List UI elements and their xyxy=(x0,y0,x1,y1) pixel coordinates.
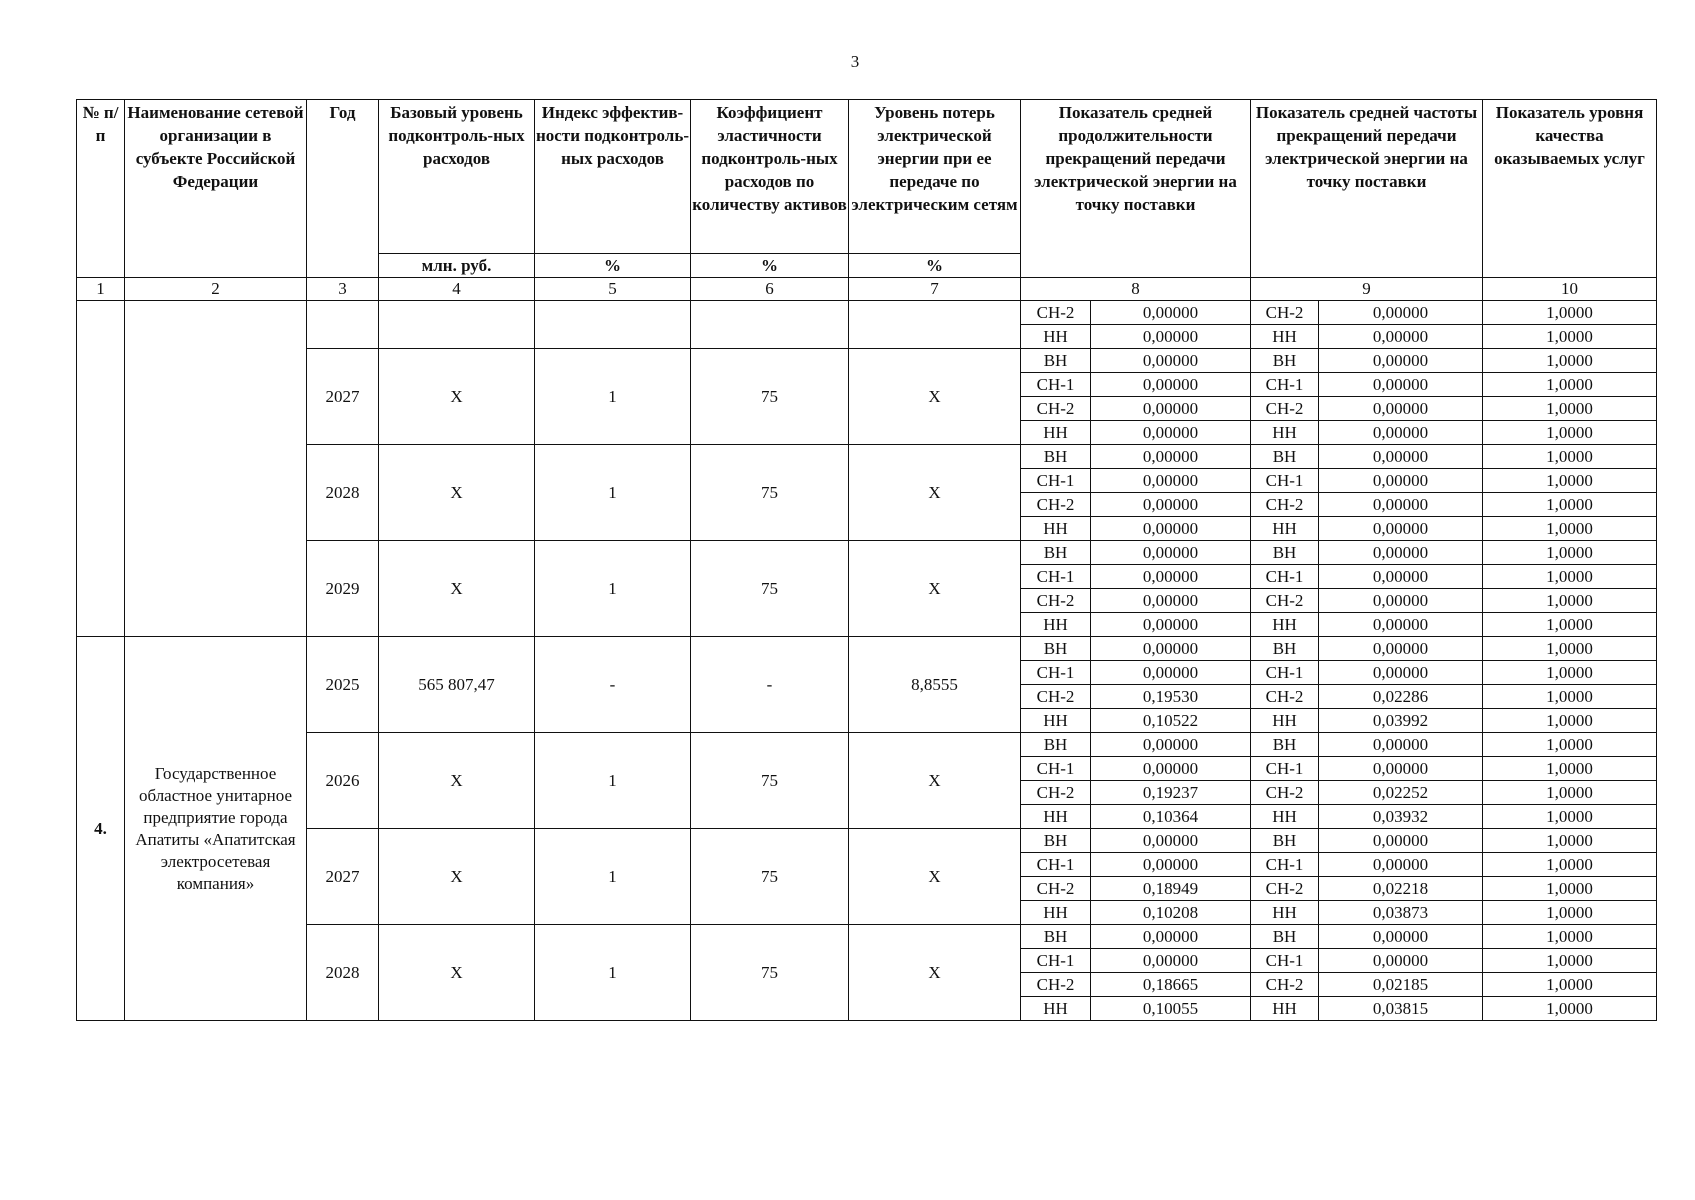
quality-value: 1,0000 xyxy=(1483,517,1657,541)
duration-value: 0,19237 xyxy=(1091,781,1251,805)
duration-value: 0,00000 xyxy=(1091,445,1251,469)
table-row xyxy=(77,349,1657,373)
base-level-cell: X xyxy=(379,829,535,925)
voltage-level-frequency: ВН xyxy=(1251,349,1319,373)
duration-value: 0,00000 xyxy=(1091,925,1251,949)
duration-value: 0,18665 xyxy=(1091,973,1251,997)
quality-value: 1,0000 xyxy=(1483,613,1657,637)
frequency-value: 0,03932 xyxy=(1319,805,1483,829)
voltage-level-frequency: НН xyxy=(1251,421,1319,445)
voltage-level-duration: СН-1 xyxy=(1021,661,1091,685)
tariff-indicators-table xyxy=(76,99,1657,1021)
quality-value: 1,0000 xyxy=(1483,925,1657,949)
frequency-value: 0,03992 xyxy=(1319,709,1483,733)
frequency-value: 0,00000 xyxy=(1319,541,1483,565)
header-num: № п/ п xyxy=(77,100,125,278)
duration-value: 0,00000 xyxy=(1091,589,1251,613)
frequency-value: 0,02286 xyxy=(1319,685,1483,709)
header-loss-level: Уровень потерь электрической энергии при ее передаче по электрическим сетям xyxy=(849,100,1021,254)
voltage-level-duration: СН-2 xyxy=(1021,493,1091,517)
voltage-level-frequency: ВН xyxy=(1251,733,1319,757)
duration-value: 0,00000 xyxy=(1091,325,1251,349)
unit-base-level: млн. руб. xyxy=(379,254,535,278)
frequency-value: 0,00000 xyxy=(1319,373,1483,397)
quality-value: 1,0000 xyxy=(1483,373,1657,397)
voltage-level-duration: НН xyxy=(1021,421,1091,445)
column-number: 4 xyxy=(379,278,535,301)
frequency-value: 0,00000 xyxy=(1319,949,1483,973)
voltage-level-frequency: ВН xyxy=(1251,541,1319,565)
voltage-level-duration: ВН xyxy=(1021,733,1091,757)
elasticity-coef-cell: 75 xyxy=(691,733,849,829)
voltage-level-duration: НН xyxy=(1021,901,1091,925)
voltage-level-frequency: ВН xyxy=(1251,445,1319,469)
voltage-level-frequency: НН xyxy=(1251,997,1319,1021)
quality-value: 1,0000 xyxy=(1483,325,1657,349)
voltage-level-frequency: СН-1 xyxy=(1251,373,1319,397)
voltage-level-duration: НН xyxy=(1021,997,1091,1021)
quality-value: 1,0000 xyxy=(1483,781,1657,805)
header-frequency-indicator: Показатель средней частоты прекращений передачи электрической энергии на точку поставки xyxy=(1251,100,1483,278)
header-elasticity-coef: Коэффициент эластичности подконтроль-ных расходов по количеству активов xyxy=(691,100,849,254)
elasticity-coef-cell: 75 xyxy=(691,925,849,1021)
base-level-cell: 565 807,47 xyxy=(379,637,535,733)
duration-value: 0,00000 xyxy=(1091,493,1251,517)
duration-value: 0,10055 xyxy=(1091,997,1251,1021)
voltage-level-frequency: НН xyxy=(1251,805,1319,829)
table-row xyxy=(77,301,1657,325)
efficiency-index-cell: 1 xyxy=(535,541,691,637)
voltage-level-frequency: СН-2 xyxy=(1251,589,1319,613)
quality-value: 1,0000 xyxy=(1483,997,1657,1021)
quality-value: 1,0000 xyxy=(1483,901,1657,925)
frequency-value: 0,00000 xyxy=(1319,589,1483,613)
frequency-value: 0,00000 xyxy=(1319,853,1483,877)
frequency-value: 0,00000 xyxy=(1319,661,1483,685)
duration-value: 0,00000 xyxy=(1091,301,1251,325)
voltage-level-duration: СН-2 xyxy=(1021,973,1091,997)
column-number-row xyxy=(77,278,1657,301)
voltage-level-duration: СН-2 xyxy=(1021,301,1091,325)
table-row xyxy=(77,733,1657,757)
quality-value: 1,0000 xyxy=(1483,709,1657,733)
frequency-value: 0,02252 xyxy=(1319,781,1483,805)
base-level-cell: X xyxy=(379,445,535,541)
frequency-value: 0,00000 xyxy=(1319,325,1483,349)
duration-value: 0,00000 xyxy=(1091,373,1251,397)
voltage-level-duration: СН-2 xyxy=(1021,397,1091,421)
voltage-level-frequency: НН xyxy=(1251,613,1319,637)
quality-value: 1,0000 xyxy=(1483,637,1657,661)
base-level-cell: X xyxy=(379,349,535,445)
quality-value: 1,0000 xyxy=(1483,469,1657,493)
quality-value: 1,0000 xyxy=(1483,949,1657,973)
table-row xyxy=(77,925,1657,949)
frequency-value: 0,02218 xyxy=(1319,877,1483,901)
frequency-value: 0,00000 xyxy=(1319,301,1483,325)
voltage-level-duration: ВН xyxy=(1021,445,1091,469)
header-quality-indicator: Показатель уровня качества оказываемых услуг xyxy=(1483,100,1657,278)
column-number: 10 xyxy=(1483,278,1657,301)
frequency-value: 0,00000 xyxy=(1319,613,1483,637)
voltage-level-duration: НН xyxy=(1021,805,1091,829)
efficiency-index-cell: - xyxy=(535,637,691,733)
header-efficiency-index: Индекс эффектив-ности подконтроль-ных расходов xyxy=(535,100,691,254)
unit-efficiency-index: % xyxy=(535,254,691,278)
page-number: 3 xyxy=(850,52,860,71)
quality-value: 1,0000 xyxy=(1483,685,1657,709)
voltage-level-duration: СН-1 xyxy=(1021,853,1091,877)
duration-value: 0,00000 xyxy=(1091,517,1251,541)
year-cell: 2028 xyxy=(307,445,379,541)
duration-value: 0,00000 xyxy=(1091,613,1251,637)
voltage-level-frequency: СН-1 xyxy=(1251,949,1319,973)
duration-value: 0,00000 xyxy=(1091,853,1251,877)
frequency-value: 0,00000 xyxy=(1319,397,1483,421)
frequency-value: 0,00000 xyxy=(1319,565,1483,589)
voltage-level-duration: СН-2 xyxy=(1021,877,1091,901)
column-number: 8 xyxy=(1021,278,1251,301)
frequency-value: 0,00000 xyxy=(1319,469,1483,493)
voltage-level-frequency: СН-2 xyxy=(1251,973,1319,997)
frequency-value: 0,02185 xyxy=(1319,973,1483,997)
duration-value: 0,18949 xyxy=(1091,877,1251,901)
loss-level-cell: X xyxy=(849,733,1021,829)
frequency-value: 0,03873 xyxy=(1319,901,1483,925)
quality-value: 1,0000 xyxy=(1483,589,1657,613)
elasticity-coef-cell: 75 xyxy=(691,445,849,541)
voltage-level-duration: ВН xyxy=(1021,637,1091,661)
quality-value: 1,0000 xyxy=(1483,445,1657,469)
voltage-level-duration: ВН xyxy=(1021,829,1091,853)
loss-empty xyxy=(849,301,1021,349)
org-name-empty xyxy=(125,301,307,637)
voltage-level-frequency: СН-2 xyxy=(1251,685,1319,709)
duration-value: 0,00000 xyxy=(1091,541,1251,565)
voltage-level-duration: СН-2 xyxy=(1021,685,1091,709)
table-row xyxy=(77,541,1657,565)
voltage-level-frequency: СН-1 xyxy=(1251,757,1319,781)
loss-level-cell: X xyxy=(849,541,1021,637)
voltage-level-duration: НН xyxy=(1021,517,1091,541)
loss-level-cell: X xyxy=(849,445,1021,541)
year-cell: 2029 xyxy=(307,541,379,637)
voltage-level-duration: НН xyxy=(1021,709,1091,733)
voltage-level-duration: СН-1 xyxy=(1021,373,1091,397)
header-year: Год xyxy=(307,100,379,278)
quality-value: 1,0000 xyxy=(1483,805,1657,829)
voltage-level-duration: НН xyxy=(1021,325,1091,349)
quality-value: 1,0000 xyxy=(1483,853,1657,877)
efficiency-index-cell: 1 xyxy=(535,925,691,1021)
base-level-cell: X xyxy=(379,925,535,1021)
duration-value: 0,00000 xyxy=(1091,397,1251,421)
column-number: 7 xyxy=(849,278,1021,301)
frequency-value: 0,00000 xyxy=(1319,829,1483,853)
frequency-value: 0,00000 xyxy=(1319,757,1483,781)
quality-value: 1,0000 xyxy=(1483,541,1657,565)
year-cell: 2025 xyxy=(307,637,379,733)
frequency-value: 0,03815 xyxy=(1319,997,1483,1021)
duration-value: 0,00000 xyxy=(1091,565,1251,589)
voltage-level-frequency: СН-2 xyxy=(1251,301,1319,325)
header-base-level: Базовый уровень подконтроль-ных расходов xyxy=(379,100,535,254)
voltage-level-duration: ВН xyxy=(1021,349,1091,373)
quality-value: 1,0000 xyxy=(1483,733,1657,757)
voltage-level-frequency: ВН xyxy=(1251,925,1319,949)
loss-level-cell: 8,8555 xyxy=(849,637,1021,733)
frequency-value: 0,00000 xyxy=(1319,421,1483,445)
quality-value: 1,0000 xyxy=(1483,397,1657,421)
voltage-level-frequency: СН-1 xyxy=(1251,469,1319,493)
duration-value: 0,00000 xyxy=(1091,661,1251,685)
base-empty xyxy=(379,301,535,349)
table-row xyxy=(77,829,1657,853)
header-duration-indicator: Показатель средней продолжительности прекращений передачи электрической энергии на точку поставки xyxy=(1021,100,1251,278)
frequency-value: 0,00000 xyxy=(1319,445,1483,469)
row-number: 4. xyxy=(77,637,125,1021)
year-cell: 2026 xyxy=(307,733,379,829)
voltage-level-duration: СН-1 xyxy=(1021,757,1091,781)
duration-value: 0,00000 xyxy=(1091,637,1251,661)
year-empty xyxy=(307,301,379,349)
duration-value: 0,00000 xyxy=(1091,421,1251,445)
duration-value: 0,00000 xyxy=(1091,757,1251,781)
quality-value: 1,0000 xyxy=(1483,973,1657,997)
voltage-level-duration: ВН xyxy=(1021,541,1091,565)
voltage-level-frequency: СН-2 xyxy=(1251,781,1319,805)
frequency-value: 0,00000 xyxy=(1319,349,1483,373)
quality-value: 1,0000 xyxy=(1483,565,1657,589)
year-cell: 2027 xyxy=(307,349,379,445)
duration-value: 0,00000 xyxy=(1091,469,1251,493)
voltage-level-duration: ВН xyxy=(1021,925,1091,949)
voltage-level-frequency: ВН xyxy=(1251,829,1319,853)
frequency-value: 0,00000 xyxy=(1319,493,1483,517)
unit-elasticity-coef: % xyxy=(691,254,849,278)
loss-level-cell: X xyxy=(849,829,1021,925)
duration-value: 0,00000 xyxy=(1091,829,1251,853)
elasticity-coef-cell: 75 xyxy=(691,349,849,445)
voltage-level-frequency: СН-1 xyxy=(1251,853,1319,877)
voltage-level-duration: НН xyxy=(1021,613,1091,637)
voltage-level-frequency: НН xyxy=(1251,901,1319,925)
row-number-empty xyxy=(77,301,125,637)
voltage-level-frequency: СН-2 xyxy=(1251,493,1319,517)
efficiency-index-cell: 1 xyxy=(535,829,691,925)
column-number: 5 xyxy=(535,278,691,301)
efficiency-index-cell: 1 xyxy=(535,349,691,445)
voltage-level-duration: СН-1 xyxy=(1021,469,1091,493)
elasticity-coef-cell: 75 xyxy=(691,541,849,637)
index-empty xyxy=(535,301,691,349)
quality-value: 1,0000 xyxy=(1483,829,1657,853)
coef-empty xyxy=(691,301,849,349)
base-level-cell: X xyxy=(379,541,535,637)
column-number: 2 xyxy=(125,278,307,301)
voltage-level-frequency: СН-2 xyxy=(1251,397,1319,421)
column-number: 3 xyxy=(307,278,379,301)
loss-level-cell: X xyxy=(849,925,1021,1021)
quality-value: 1,0000 xyxy=(1483,349,1657,373)
voltage-level-duration: СН-2 xyxy=(1021,781,1091,805)
elasticity-coef-cell: 75 xyxy=(691,829,849,925)
efficiency-index-cell: 1 xyxy=(535,445,691,541)
elasticity-coef-cell: - xyxy=(691,637,849,733)
quality-value: 1,0000 xyxy=(1483,421,1657,445)
table-row xyxy=(77,445,1657,469)
frequency-value: 0,00000 xyxy=(1319,517,1483,541)
header-org-name: Наименование сетевой организации в субъекте Российской Федерации xyxy=(125,100,307,278)
efficiency-index-cell: 1 xyxy=(535,733,691,829)
quality-value: 1,0000 xyxy=(1483,877,1657,901)
voltage-level-frequency: СН-1 xyxy=(1251,661,1319,685)
org-name: Государственное областное унитарное предприятие города Апатиты «Апатитская электросетевая компания» xyxy=(125,637,307,1021)
voltage-level-duration: СН-2 xyxy=(1021,589,1091,613)
column-number: 6 xyxy=(691,278,849,301)
duration-value: 0,00000 xyxy=(1091,733,1251,757)
duration-value: 0,19530 xyxy=(1091,685,1251,709)
voltage-level-frequency: ВН xyxy=(1251,637,1319,661)
quality-value: 1,0000 xyxy=(1483,661,1657,685)
voltage-level-duration: СН-1 xyxy=(1021,565,1091,589)
duration-value: 0,10522 xyxy=(1091,709,1251,733)
frequency-value: 0,00000 xyxy=(1319,733,1483,757)
duration-value: 0,00000 xyxy=(1091,349,1251,373)
duration-value: 0,10364 xyxy=(1091,805,1251,829)
loss-level-cell: X xyxy=(849,349,1021,445)
voltage-level-frequency: НН xyxy=(1251,517,1319,541)
quality-value: 1,0000 xyxy=(1483,301,1657,325)
table-body xyxy=(77,301,1657,1021)
table-row xyxy=(77,637,1657,661)
base-level-cell: X xyxy=(379,733,535,829)
quality-value: 1,0000 xyxy=(1483,493,1657,517)
voltage-level-frequency: СН-2 xyxy=(1251,877,1319,901)
year-cell: 2027 xyxy=(307,829,379,925)
quality-value: 1,0000 xyxy=(1483,757,1657,781)
year-cell: 2028 xyxy=(307,925,379,1021)
duration-value: 0,10208 xyxy=(1091,901,1251,925)
duration-value: 0,00000 xyxy=(1091,949,1251,973)
voltage-level-duration: СН-1 xyxy=(1021,949,1091,973)
frequency-value: 0,00000 xyxy=(1319,637,1483,661)
voltage-level-frequency: СН-1 xyxy=(1251,565,1319,589)
column-number: 1 xyxy=(77,278,125,301)
frequency-value: 0,00000 xyxy=(1319,925,1483,949)
voltage-level-frequency: НН xyxy=(1251,709,1319,733)
voltage-level-frequency: НН xyxy=(1251,325,1319,349)
column-number: 9 xyxy=(1251,278,1483,301)
unit-loss-level: % xyxy=(849,254,1021,278)
